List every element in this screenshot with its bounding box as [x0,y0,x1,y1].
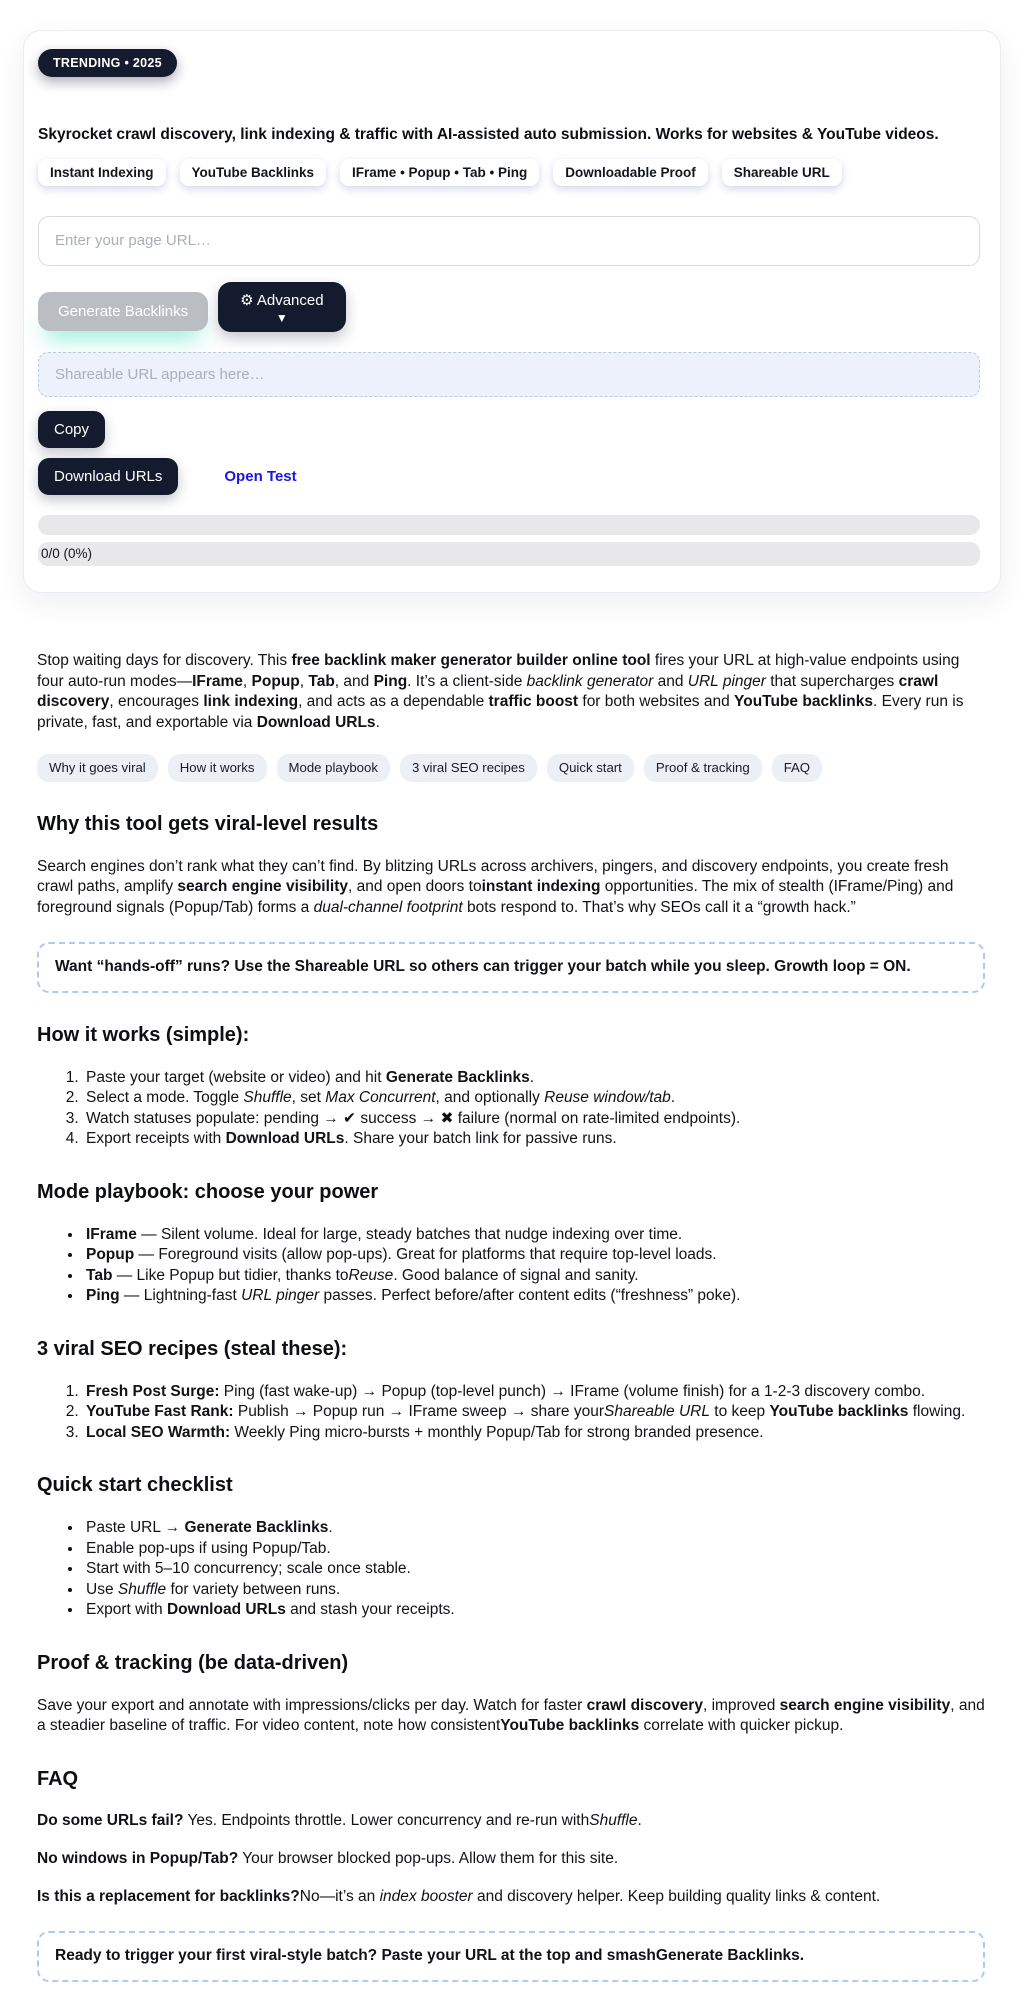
playbook-list [37,1225,985,1307]
progress-label: 0/0 (0%) [41,546,93,562]
copy-button[interactable]: Copy [38,411,105,448]
copy-row [38,411,980,448]
recipe-fresh-post-surge: 1. Fresh Post Surge: Ping (fast wake-up) → Popup (top-level punch) → IFrame (volume finish) for a 1-2-3 discovery combo. [83,1382,985,1403]
shareable-url-field[interactable] [38,352,980,397]
final-cta-callout: Ready to trigger your first viral-style batch? Paste your URL at the top and smashGenerate Backlinks. [37,1931,985,1982]
faq-item-urls-fail: Do some URLs fail? Yes. Endpoints throttle. Lower concurrency and re-run withShuffle. [37,1812,642,1830]
playbook-item-popup: • Popup — Foreground visits (allow pop-ups). Great for platforms that require top-level loads. [83,1245,985,1266]
nav-chip-3-viral-seo-recipes[interactable]: 3 viral SEO recipes [400,754,537,782]
generate-backlinks-button[interactable]: Generate Backlinks [38,292,208,331]
playbook-heading: Mode playbook: choose your power [37,1180,379,1203]
download-row [38,458,980,495]
nav-chip-how-it-works[interactable]: How it works [168,754,267,782]
how-step: 2. Select a mode. Toggle Shuffle, set Max Concurrent, and optionally Reuse window/tab. [83,1088,985,1109]
how-steps-list [37,1068,985,1150]
quickstart-item: • Start with 5–10 concurrency; scale once stable. [83,1559,985,1580]
nav-chip-mode-playbook[interactable]: Mode playbook [277,754,390,782]
faq-item-no-windows: No windows in Popup/Tab? Your browser blocked pop-ups. Allow them for this site. [37,1850,619,1868]
section-nav-chips [37,754,985,782]
quickstart-heading: Quick start checklist [37,1474,233,1497]
nav-chip-faq[interactable]: FAQ [772,754,822,782]
feature-chip-youtube-backlinks: YouTube Backlinks [180,159,327,186]
nav-chip-quick-start[interactable]: Quick start [547,754,634,782]
generator-card [23,30,1001,593]
quickstart-item: • Enable pop-ups if using Popup/Tab. [83,1539,985,1560]
recipe-youtube-fast-rank: 2. YouTube Fast Rank: Publish → Popup run → IFrame sweep → share yourShareable URL to keep YouTube backlinks flowing. [83,1402,985,1423]
feature-chip-shareable-url: Shareable URL [722,159,842,186]
how-heading: How it works (simple): [37,1023,250,1046]
advanced-button[interactable] [218,282,346,332]
playbook-item-ping: • Ping — Lightning-fast URL pinger passes. Perfect before/after content edits (“freshness” poke). [83,1286,985,1307]
article-content [37,651,985,1982]
how-step: 4. Export receipts with Download URLs. Share your batch link for passive runs. [83,1129,985,1150]
page-url-input[interactable] [38,216,980,266]
open-test-link[interactable]: Open Test [224,467,297,485]
feature-chip-modes: IFrame • Popup • Tab • Ping [340,159,539,186]
quickstart-item: • Use Shuffle for variety between runs. [83,1580,985,1601]
feature-chip-instant-indexing: Instant Indexing [38,159,166,186]
actions-row [38,282,980,332]
faq-item-replacement: Is this a replacement for backlinks?No—it’s an index booster and discovery helper. Keep building quality links & content. [37,1887,881,1905]
progress-bar [38,515,980,535]
why-paragraph: Search engines don’t rank what they can’t find. By blitzing URLs across archivers, pingers, and discovery endpoints, you create fresh crawl paths, amplify search engine visibility, and open doors toinstant indexing opportunities. The mix of stealth (IFrame/Ping) and foreground signals (Popup/Tab) forms a dual-channel footprint bots respond to. That’s why SEOs call it a “growth hack.” [37,857,954,916]
gear-icon-label: ⚙ Advanced [240,291,324,309]
faq-heading: FAQ [37,1767,79,1790]
playbook-item-iframe: • IFrame — Silent volume. Ideal for large, steady batches that nudge indexing over time. [83,1225,985,1246]
recipe-local-seo-warmth: 3. Local SEO Warmth: Weekly Ping micro-bursts + monthly Popup/Tab for strong branded presence. [83,1423,985,1444]
recipes-heading: 3 viral SEO recipes (steal these): [37,1338,348,1360]
trending-badge: TRENDING • 2025 [38,49,177,77]
recipes-list [37,1382,985,1444]
nav-chip-proof-tracking[interactable]: Proof & tracking [644,754,762,782]
hero-headline: Skyrocket crawl discovery, link indexing & traffic with AI-assisted auto submission. Works for websites & YouTube videos. [38,126,939,143]
quickstart-item: • Export with Download URLs and stash your receipts. [83,1600,985,1621]
nav-chip-why-it-goes-viral[interactable]: Why it goes viral [37,754,158,782]
feature-chip-downloadable-proof: Downloadable Proof [553,159,708,186]
how-step: 3. Watch statuses populate: pending → ✔ success → ✖ failure (normal on rate-limited endpoints). [83,1109,985,1130]
quickstart-item: • Paste URL → Generate Backlinks. [83,1518,985,1539]
how-step: 1. Paste your target (website or video) and hit Generate Backlinks. [83,1068,985,1089]
playbook-item-tab: • Tab — Like Popup but tidier, thanks toReuse. Good balance of signal and sanity. [83,1266,985,1287]
download-urls-button[interactable]: Download URLs [38,458,178,495]
why-heading: Why this tool gets viral-level results [37,812,379,835]
intro-paragraph: Stop waiting days for discovery. This free backlink maker generator builder online tool fires your URL at high-value endpoints using four auto-run modes—IFrame, Popup, Tab, and Ping. It’s a client-side backlink generator and URL pinger that supercharges crawl discovery, encourages link indexing, and acts as a dependable traffic boost for both websites and YouTube backlinks. Every run is private, fast, and exportable via Download URLs. [37,651,964,731]
proof-heading: Proof & tracking (be data-driven) [37,1652,349,1675]
feature-chips [38,159,980,186]
quickstart-list [37,1518,985,1621]
shareable-url-callout: Want “hands-off” runs? Use the Shareable URL so others can trigger your batch while you sleep. Growth loop = ON. [37,942,985,993]
status-bar [38,542,980,566]
proof-paragraph: Save your export and annotate with impressions/clicks per day. Watch for faster crawl discovery, improved search engine visibility, and a steadier baseline of traffic. For video content, note how consistentYouTube backlinks correlate with quicker pickup. [37,1696,985,1735]
chevron-down-icon: ▼ [275,310,288,325]
